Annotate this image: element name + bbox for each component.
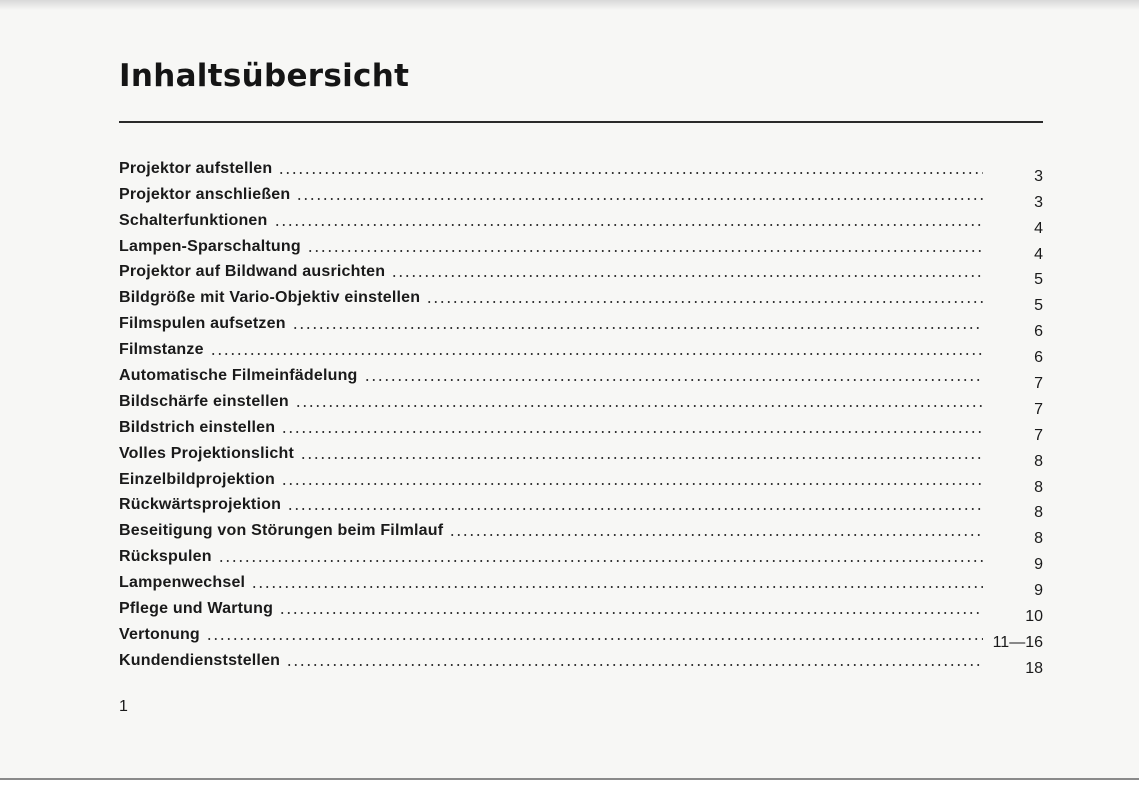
toc-entry-title: Pflege und Wartung bbox=[119, 600, 274, 618]
dot-leader bbox=[364, 379, 983, 381]
toc-entry bbox=[119, 644, 1043, 677]
toc-entry-page: 6 bbox=[1034, 349, 1043, 367]
toc-entry bbox=[119, 411, 1043, 444]
toc-entry-title: Bildstrich einstellen bbox=[119, 418, 276, 436]
toc-entry-title: Einzelbildprojektion bbox=[119, 470, 276, 488]
toc-entry bbox=[119, 566, 1043, 600]
toc-entry-title: Filmstanze bbox=[119, 341, 204, 359]
dot-leader bbox=[281, 431, 983, 433]
dot-leader bbox=[391, 275, 983, 277]
dot-leader bbox=[449, 534, 983, 536]
toc-entry-page: 7 bbox=[1034, 426, 1043, 444]
toc-entry-page: 8 bbox=[1034, 478, 1043, 496]
toc-entry bbox=[119, 307, 1043, 341]
toc-entry-title: Lampen-Sparschaltung bbox=[119, 237, 301, 255]
toc-entry-title: Kundendienststellen bbox=[119, 651, 281, 669]
toc-entry bbox=[119, 152, 1043, 185]
toc-entry-page: 8 bbox=[1034, 452, 1043, 470]
toc-entry bbox=[119, 230, 1043, 263]
scan-edge-top bbox=[0, 0, 1139, 10]
page-title: Inhaltsübersicht bbox=[119, 58, 410, 94]
footer-page-number: 1 bbox=[119, 698, 128, 715]
toc-entry-title: Filmspulen aufsetzen bbox=[119, 315, 286, 333]
toc-entry bbox=[119, 204, 1043, 237]
toc-entry-title: Automatische Filmeinfädelung bbox=[119, 367, 358, 385]
toc-entry-page: 5 bbox=[1034, 297, 1043, 315]
dot-leader bbox=[278, 172, 983, 174]
dot-leader bbox=[206, 638, 983, 640]
dot-leader bbox=[251, 586, 983, 588]
toc-entry-page: 3 bbox=[1034, 167, 1043, 185]
toc-entry-page: 8 bbox=[1034, 504, 1043, 522]
toc-entry-title: Lampenwechsel bbox=[119, 574, 246, 592]
toc-entry-page: 4 bbox=[1034, 219, 1043, 237]
toc-entry-title: Bildgröße mit Vario-Objektiv einstellen bbox=[119, 289, 421, 307]
toc-entry bbox=[119, 281, 1043, 315]
dot-leader bbox=[286, 664, 983, 666]
toc-entry bbox=[119, 514, 1043, 548]
dot-leader bbox=[281, 483, 983, 485]
toc-entry bbox=[119, 333, 1043, 367]
dot-leader bbox=[218, 560, 983, 562]
dot-leader bbox=[279, 612, 983, 614]
toc-entry bbox=[119, 256, 1043, 289]
dot-leader bbox=[307, 250, 983, 252]
toc-entry-title: Projektor aufstellen bbox=[119, 159, 273, 177]
toc-entry-page: 8 bbox=[1034, 530, 1043, 548]
dot-leader bbox=[292, 327, 983, 329]
toc-entry-page: 11—16 bbox=[992, 633, 1043, 651]
toc-entry-page: 4 bbox=[1034, 245, 1043, 263]
toc-entry-page: 7 bbox=[1034, 400, 1043, 418]
toc-entry bbox=[119, 618, 1043, 651]
toc-entry bbox=[119, 385, 1043, 418]
toc-entry-title: Beseitigung von Störungen beim Filmlauf bbox=[119, 522, 444, 540]
toc-entry bbox=[119, 359, 1043, 393]
toc-entry-title: Volles Projektionslicht bbox=[119, 444, 295, 462]
toc-entry-title: Vertonung bbox=[119, 625, 200, 643]
toc-entry-page: 5 bbox=[1034, 271, 1043, 289]
toc-entry-page: 3 bbox=[1034, 193, 1043, 211]
title-rule bbox=[119, 121, 1043, 123]
dot-leader bbox=[296, 198, 983, 200]
toc-entry-title: Bildschärfe einstellen bbox=[119, 392, 289, 410]
toc-entry-title: Rückspulen bbox=[119, 548, 212, 566]
toc-entry-page: 9 bbox=[1034, 582, 1043, 600]
toc-entry-page: 10 bbox=[1025, 608, 1043, 626]
toc-entry-title: Rückwärtsprojektion bbox=[119, 496, 282, 514]
toc-entry-title: Projektor auf Bildwand ausrichten bbox=[119, 263, 386, 281]
toc-entry bbox=[119, 463, 1043, 496]
toc-entry-page: 7 bbox=[1034, 375, 1043, 393]
toc-entry bbox=[119, 489, 1043, 522]
toc-entry-page: 9 bbox=[1034, 556, 1043, 574]
dot-leader bbox=[300, 457, 983, 459]
toc-entry-page: 18 bbox=[1025, 659, 1043, 677]
toc-entry bbox=[119, 437, 1043, 470]
dot-leader bbox=[295, 405, 983, 407]
toc-entry-title: Projektor anschließen bbox=[119, 185, 291, 203]
dot-leader bbox=[426, 301, 983, 303]
toc-entry-title: Schalterfunktionen bbox=[119, 211, 268, 229]
toc-entry bbox=[119, 540, 1043, 574]
toc-entry-page: 6 bbox=[1034, 323, 1043, 341]
dot-leader bbox=[210, 353, 983, 355]
dot-leader bbox=[274, 224, 983, 226]
toc-entry bbox=[119, 592, 1043, 626]
dot-leader bbox=[287, 508, 983, 510]
table-of-contents bbox=[119, 152, 1043, 677]
toc-entry bbox=[119, 178, 1043, 211]
scan-edge-bottom bbox=[0, 778, 1139, 789]
